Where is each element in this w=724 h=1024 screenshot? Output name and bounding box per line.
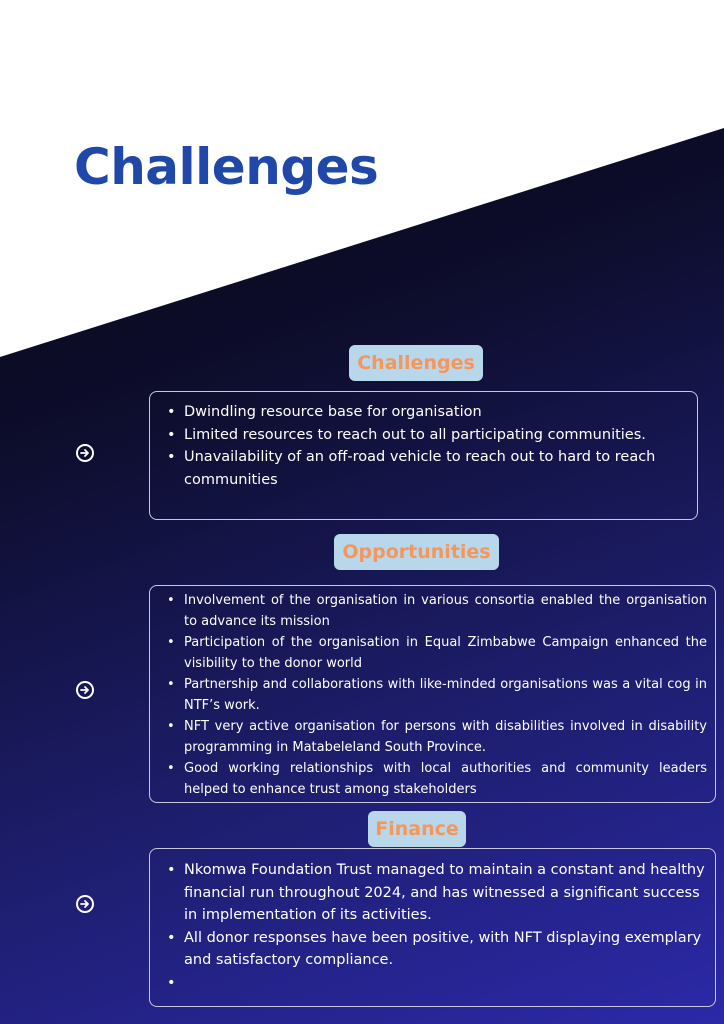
list-item: • Limited resources to reach out to all participating communities.: [150, 424, 697, 447]
list-item: • Unavailability of an off-road vehicle to reach out to hard to reach communities: [150, 446, 697, 491]
list-item: • NFT very active organisation for persons with disabilities involved in disability programming in Matabeleland South Province.: [150, 716, 715, 758]
page-title: Challenges: [74, 138, 379, 196]
list-item: [150, 972, 715, 994]
list-item: • Nkomwa Foundation Trust managed to maintain a constant and healthy financial run throughout 2024, and has witnessed a significant success in implementation of its activities.: [150, 859, 715, 927]
list-item: • Involvement of the organisation in various consortia enabled the organisation to advance its mission: [150, 590, 715, 632]
list-item: • Participation of the organisation in Equal Zimbabwe Campaign enhanced the visibility to the donor world: [150, 632, 715, 674]
finance-box: [149, 848, 716, 1007]
list-item: • All donor responses have been positive, with NFT displaying exemplary and satisfactory compliance.: [150, 927, 715, 972]
arrow-right-circle-icon: [76, 444, 94, 462]
opportunities-box: [149, 585, 716, 803]
section-label-challenges: Challenges: [349, 345, 483, 381]
section-label-finance: Finance: [368, 811, 466, 847]
list-item: • Partnership and collaborations with like-minded organisations was a vital cog in NTF’s work.: [150, 674, 715, 716]
opportunities-list: [150, 590, 715, 800]
arrow-right-circle-icon: [76, 895, 94, 913]
challenges-box: [149, 391, 698, 520]
challenges-list: [150, 401, 697, 491]
finance-list: [150, 859, 715, 994]
section-label-opportunities: Opportunities: [334, 534, 499, 570]
list-item: • Dwindling resource base for organisation: [150, 401, 697, 424]
list-item: • Good working relationships with local authorities and community leaders helped to enhance trust among stakeholders: [150, 758, 715, 800]
arrow-right-circle-icon: [76, 681, 94, 699]
